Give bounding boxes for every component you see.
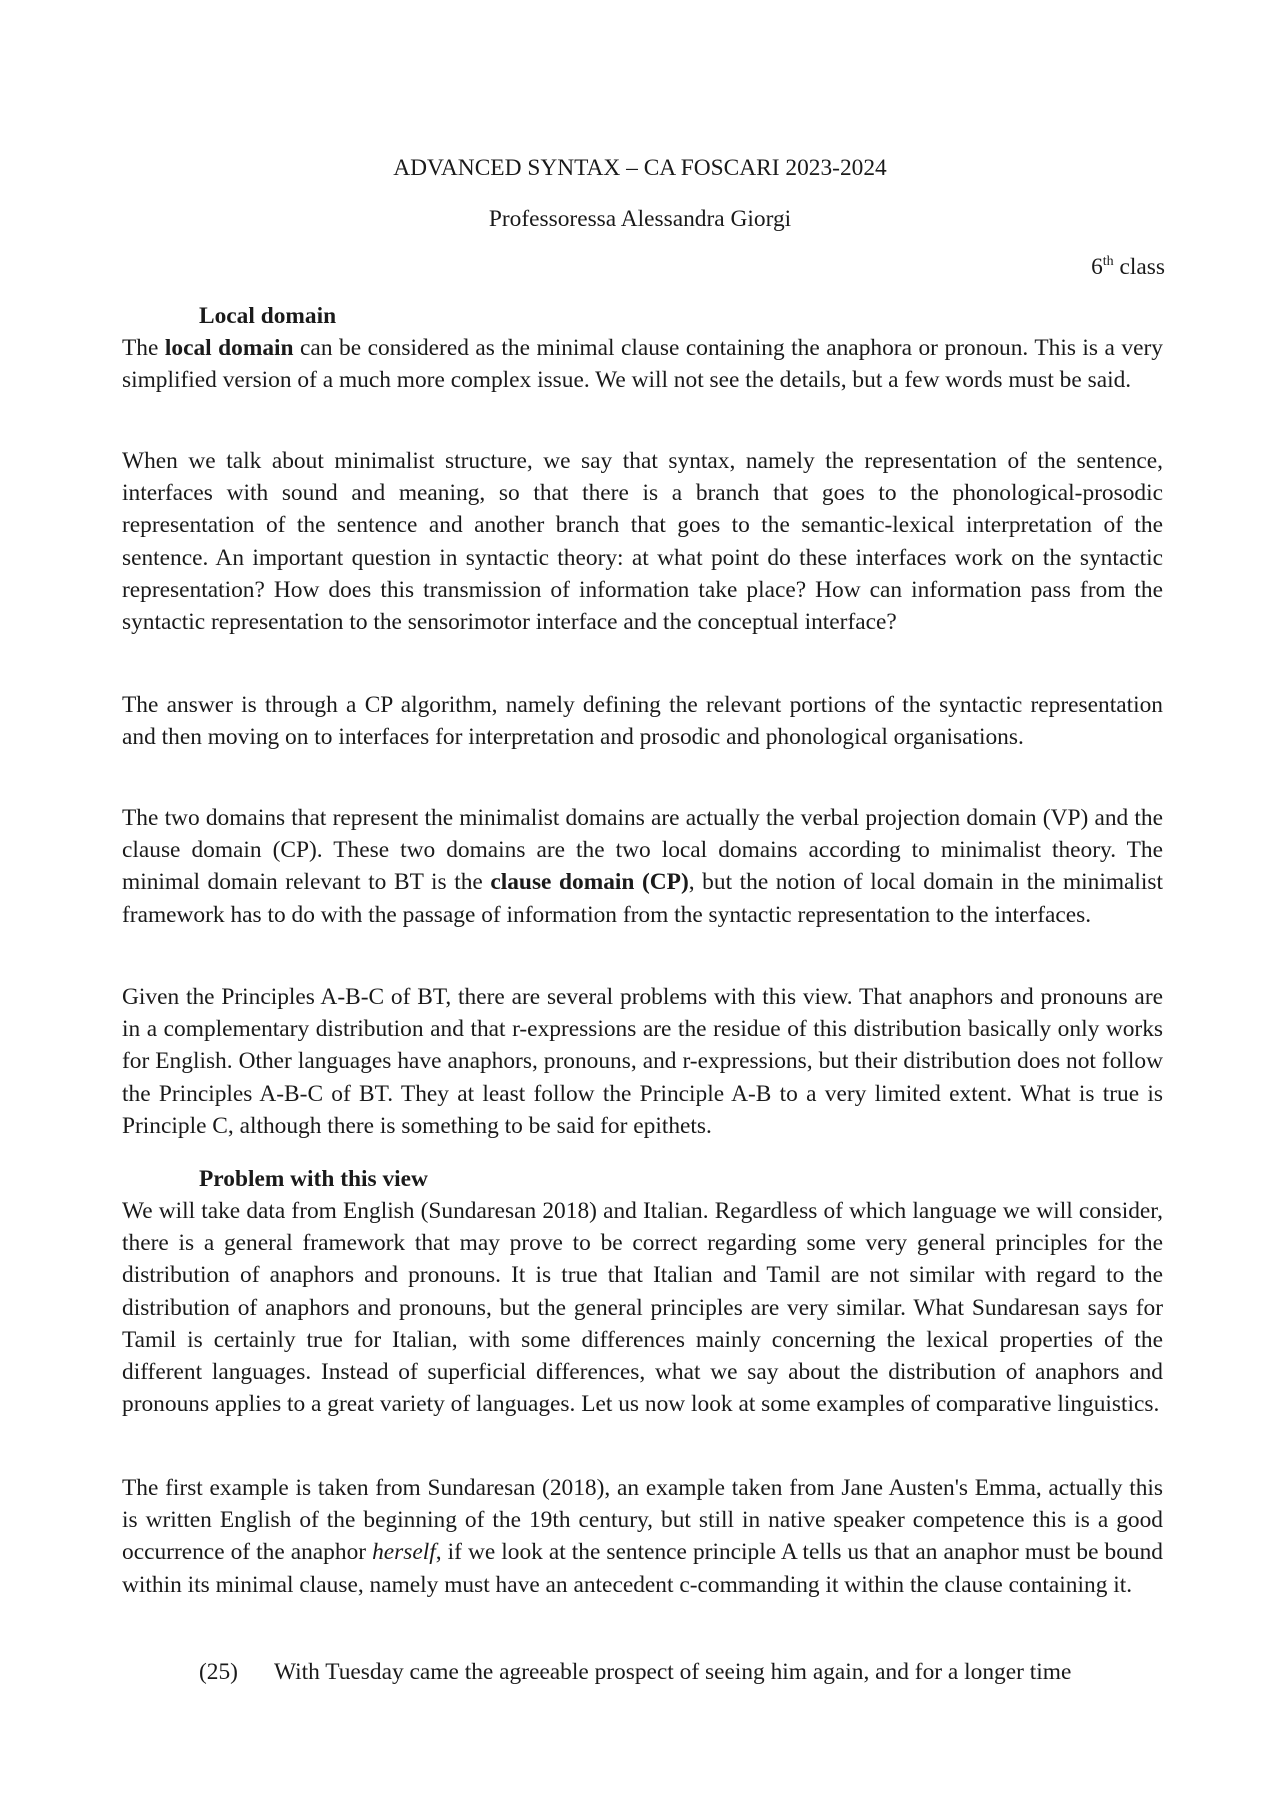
- example-text: With Tuesday came the agreeable prospect of seeing him again, and for a longer time: [274, 1659, 1072, 1685]
- paragraph-english-italian-data: We will take data from English (Sundaresan 2018) and Italian. Regardless of which language we will consider, there is a general framework that may prove to be correct regarding some very general principles for the distribution of anaphors and pronouns. It is true that Italian and Tamil are not similar with regard to the distribution of anaphors and pronouns, but the general principles are very similar. What Sundaresan says for Tamil is certainly true for Italian, with some differences mainly concerning the lexical properties of the different languages. Instead of superficial differences, what we say about the distribution of anaphors and pronouns applies to a great variety of languages. Let us now look at some examples of comparative linguistics.: [122, 1198, 1163, 1418]
- paragraph-cp-algorithm: The answer is through a CP algorithm, namely defining the relevant portions of the syntactic representation and then moving on to interfaces for interpretation and prosodic and phonological organisations.: [122, 692, 1163, 751]
- section-heading-local-domain: Local domain: [199, 303, 337, 329]
- paragraph-principles-abc: Given the Principles A-B-C of BT, there are several problems with this view. That anaphors and pronouns are in a complementary distribution and that r-expressions are the residue of this distribution basically only works for English. Other languages have anaphors, pronouns, and r-expressions, but their distribution does not follow the Principles A-B-C of BT. They at least follow the Principle A-B to a very limited extent. What is true is Principle C, although there is something to be said for epithets.: [122, 984, 1163, 1139]
- class-label: [1091, 251, 1165, 283]
- text-run: The two domains that represent the minimalist domains are actually the verbal projection domain (VP) and the clause domain (CP). These two domains are the two local domains according to minimalist theory. The minimal domain relevant to BT is the: [122, 805, 1163, 896]
- italic-term: herself: [372, 1539, 436, 1566]
- text-run: , but the notion of local domain in the minimalist framework has to do with the passage of information from the syntactic representation to the interfaces.: [122, 869, 1164, 928]
- document-title: ADVANCED SYNTAX – CA FOSCARI 2023-2024: [393, 155, 887, 181]
- paragraph-local-domain-definition: [122, 332, 1163, 396]
- class-number: 6: [1091, 254, 1103, 280]
- class-suffix: th: [1102, 254, 1114, 269]
- paragraph-first-example: [122, 1472, 1163, 1601]
- class-word: class: [1119, 254, 1165, 280]
- example-number: (25): [199, 1659, 238, 1685]
- paragraph-minimalist-structure: When we talk about minimalist structure, we say that syntax, namely the representation of the sentence, interfaces with sound and meaning, so that there is a branch that goes to the phonological-prosodic representation of the sentence and another branch that goes to the semantic-lexical interpretation of the sentence. An important question in syntactic theory: at what point do these interfaces work on the syntactic representation? How does this transmission of information take place? How can information pass from the syntactic representation to the sensorimotor interface and the conceptual interface?: [122, 448, 1163, 636]
- bold-term: local domain: [164, 335, 294, 361]
- professor-name: Professoressa Alessandra Giorgi: [488, 206, 792, 232]
- text-run: , if we look at the sentence principle A tells us that an anaphor must be bound within its minimal clause, namely must have an antecedent c-commanding it within the clause containing it.: [122, 1539, 1163, 1598]
- example-25: [199, 1656, 1071, 1688]
- text-run: The: [122, 335, 165, 361]
- bold-term: clause domain (CP): [490, 869, 689, 896]
- text-run: The first example is taken from Sundaresan (2018), an example taken from Jane Austen's Emma, actually this is written English of the beginning of the 19th century, but still in native speaker competence this is a good occurrence of the anaphor: [122, 1475, 1163, 1566]
- paragraph-two-domains: [122, 802, 1163, 931]
- text-run: can be considered as the minimal clause containing the anaphora or pronoun. This is a very simplified version of a much more complex issue. We will not see the details, but a few words must be said.: [122, 335, 1163, 394]
- section-heading-problem: Problem with this view: [199, 1166, 428, 1192]
